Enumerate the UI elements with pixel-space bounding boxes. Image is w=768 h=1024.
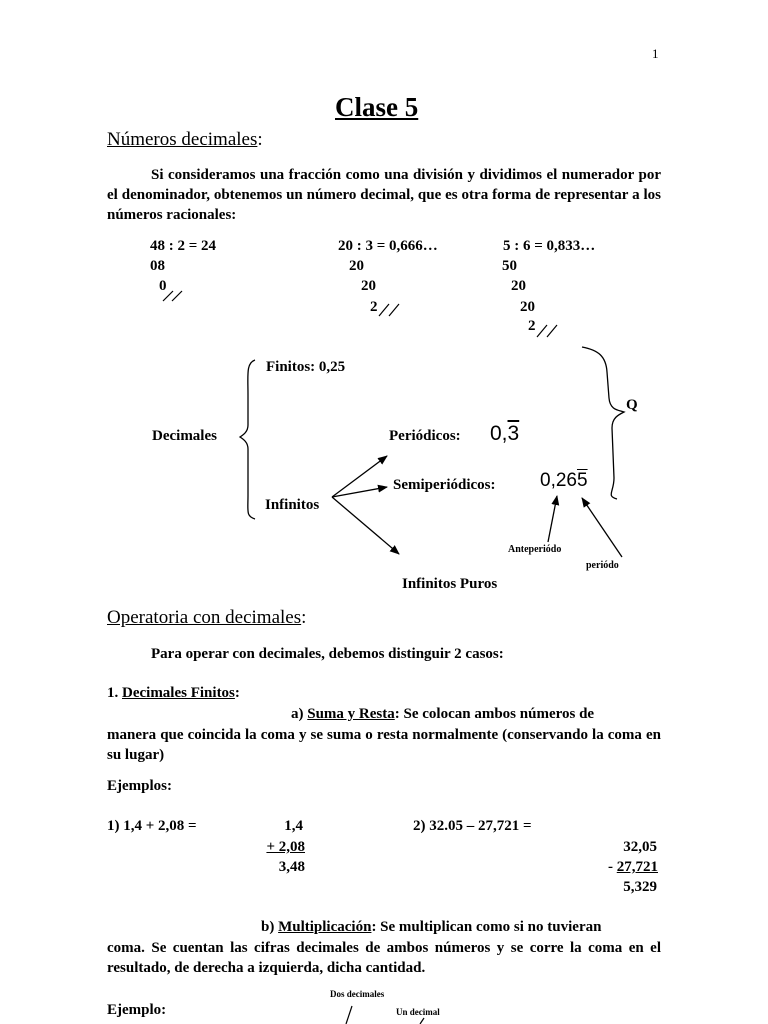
label-periodicos: Periódicos: <box>389 428 461 444</box>
operatoria-intro: Para operar con decimales, debemos distinguir 2 casos: <box>151 646 504 662</box>
ejemplos-label: Ejemplos: <box>107 778 172 794</box>
remainder-mark-3 <box>537 325 557 337</box>
example1-expression: 1) 1,4 + 2,08 = <box>107 818 197 834</box>
arrow-to-infinitos-puros <box>332 497 399 554</box>
arrow-anteperiodo <box>548 496 557 542</box>
intro-paragraph: Si consideramos una fracción como una división y dividimos el numerador por el denominador, obtenemos un número decimal, que es otra forma de representar a los números racionales: <box>107 167 661 223</box>
division-1-line-1: 48 : 2 = 24 <box>150 238 217 254</box>
page-number: 1 <box>652 46 659 61</box>
case1-number: 1. <box>107 685 119 701</box>
suma-resta-first-line <box>291 706 594 723</box>
division-2-line-1: 20 : 3 = 0,666… <box>338 238 438 254</box>
example2-result: 5,329 <box>623 879 657 895</box>
remainder-mark-1 <box>163 291 182 301</box>
division-3-line-5: 2 <box>528 318 536 334</box>
suma-resta-first-text: : Se colocan ambos números de <box>394 706 595 722</box>
label-semiperiodicos: Semiperiódicos: <box>393 477 496 493</box>
left-brace <box>240 360 255 519</box>
division-2-line-3: 20 <box>361 278 376 294</box>
semiperiodic-value-repeating: 5 <box>576 470 588 491</box>
suma-resta-title: Suma y Resta <box>307 706 395 722</box>
division-3-line-3: 20 <box>511 278 526 294</box>
case1-title: Decimales Finitos <box>122 685 235 701</box>
example2-minus: - <box>608 859 617 875</box>
ejemplo-label: Ejemplo: <box>107 1002 167 1018</box>
section-heading-colon: : <box>257 129 263 150</box>
multiplicacion-first-text: : Se multiplican como si no tuvieran <box>371 919 602 935</box>
label-un-decimal: Un decimal <box>396 1007 440 1017</box>
division-3-line-4: 20 <box>520 299 535 315</box>
section-heading-text: Números decimales <box>107 129 258 150</box>
arrow-dos-decimales <box>346 1006 352 1024</box>
semiperiodic-value-int: 0,26 <box>540 470 577 491</box>
label-q: Q <box>626 397 638 413</box>
division-1-line-3: 0 <box>159 278 167 294</box>
example2-line-1: 32,05 <box>623 839 657 855</box>
suma-resta-paragraph: manera que coincida la coma y se suma o resta normalmente (conservando la coma en su lugar) <box>107 727 661 763</box>
division-2-line-2: 20 <box>349 258 364 274</box>
label-anteperiodo: Anteperiódo <box>508 544 562 555</box>
section2-heading-colon: : <box>301 607 307 628</box>
arrow-to-periodicos <box>332 456 387 497</box>
division-3-line-1: 5 : 6 = 0,833… <box>503 238 596 254</box>
section2-heading-text: Operatoria con decimales <box>107 607 302 628</box>
example1-line-2: + 2,08 <box>266 839 305 855</box>
example1-result: 3,48 <box>278 859 305 875</box>
multiplicacion-prefix: b) <box>261 919 275 935</box>
label-finitos: Finitos: 0,25 <box>266 359 346 375</box>
multiplicacion-paragraph: coma. Se cuentan las cifras decimales de ambos números y se corre la coma en el resultado, de derecha a izquierda, dicha cantidad. <box>107 940 661 976</box>
arrow-un-decimal <box>420 1018 424 1024</box>
multiplicacion-title: Multiplicación <box>278 919 372 935</box>
multiplicacion-first-line <box>261 919 601 936</box>
remainder-mark-2 <box>379 304 399 316</box>
periodic-value-repeating: 3 <box>507 422 520 445</box>
case1-heading <box>107 685 240 702</box>
division-3-line-2: 50 <box>502 258 517 274</box>
semiperiodic-value <box>540 470 588 492</box>
case1-colon: : <box>234 685 240 701</box>
periodic-value-int: 0, <box>490 422 508 445</box>
division-1-line-2: 08 <box>150 258 165 274</box>
arrow-to-semiperiodicos <box>332 487 387 497</box>
division-2-line-4: 2 <box>370 299 378 315</box>
label-dos-decimales: Dos decimales <box>330 989 385 999</box>
arrow-periodo <box>582 498 622 557</box>
example2-line-2 <box>608 859 658 876</box>
label-periodo: periódo <box>586 560 619 571</box>
label-infinitos: Infinitos <box>265 497 320 513</box>
example2-expression: 2) 32.05 – 27,721 = <box>413 818 532 834</box>
label-infinitos-puros: Infinitos Puros <box>402 576 498 592</box>
right-brace <box>582 347 624 499</box>
section-heading-operatoria <box>107 607 306 629</box>
example1-line-1: 1,4 <box>284 818 303 834</box>
label-decimales: Decimales <box>152 428 217 444</box>
page-title: Clase 5 <box>335 92 419 122</box>
example2-subtrahend: 27,721 <box>616 859 658 875</box>
suma-resta-prefix: a) <box>291 706 304 722</box>
periodic-value <box>490 422 519 446</box>
